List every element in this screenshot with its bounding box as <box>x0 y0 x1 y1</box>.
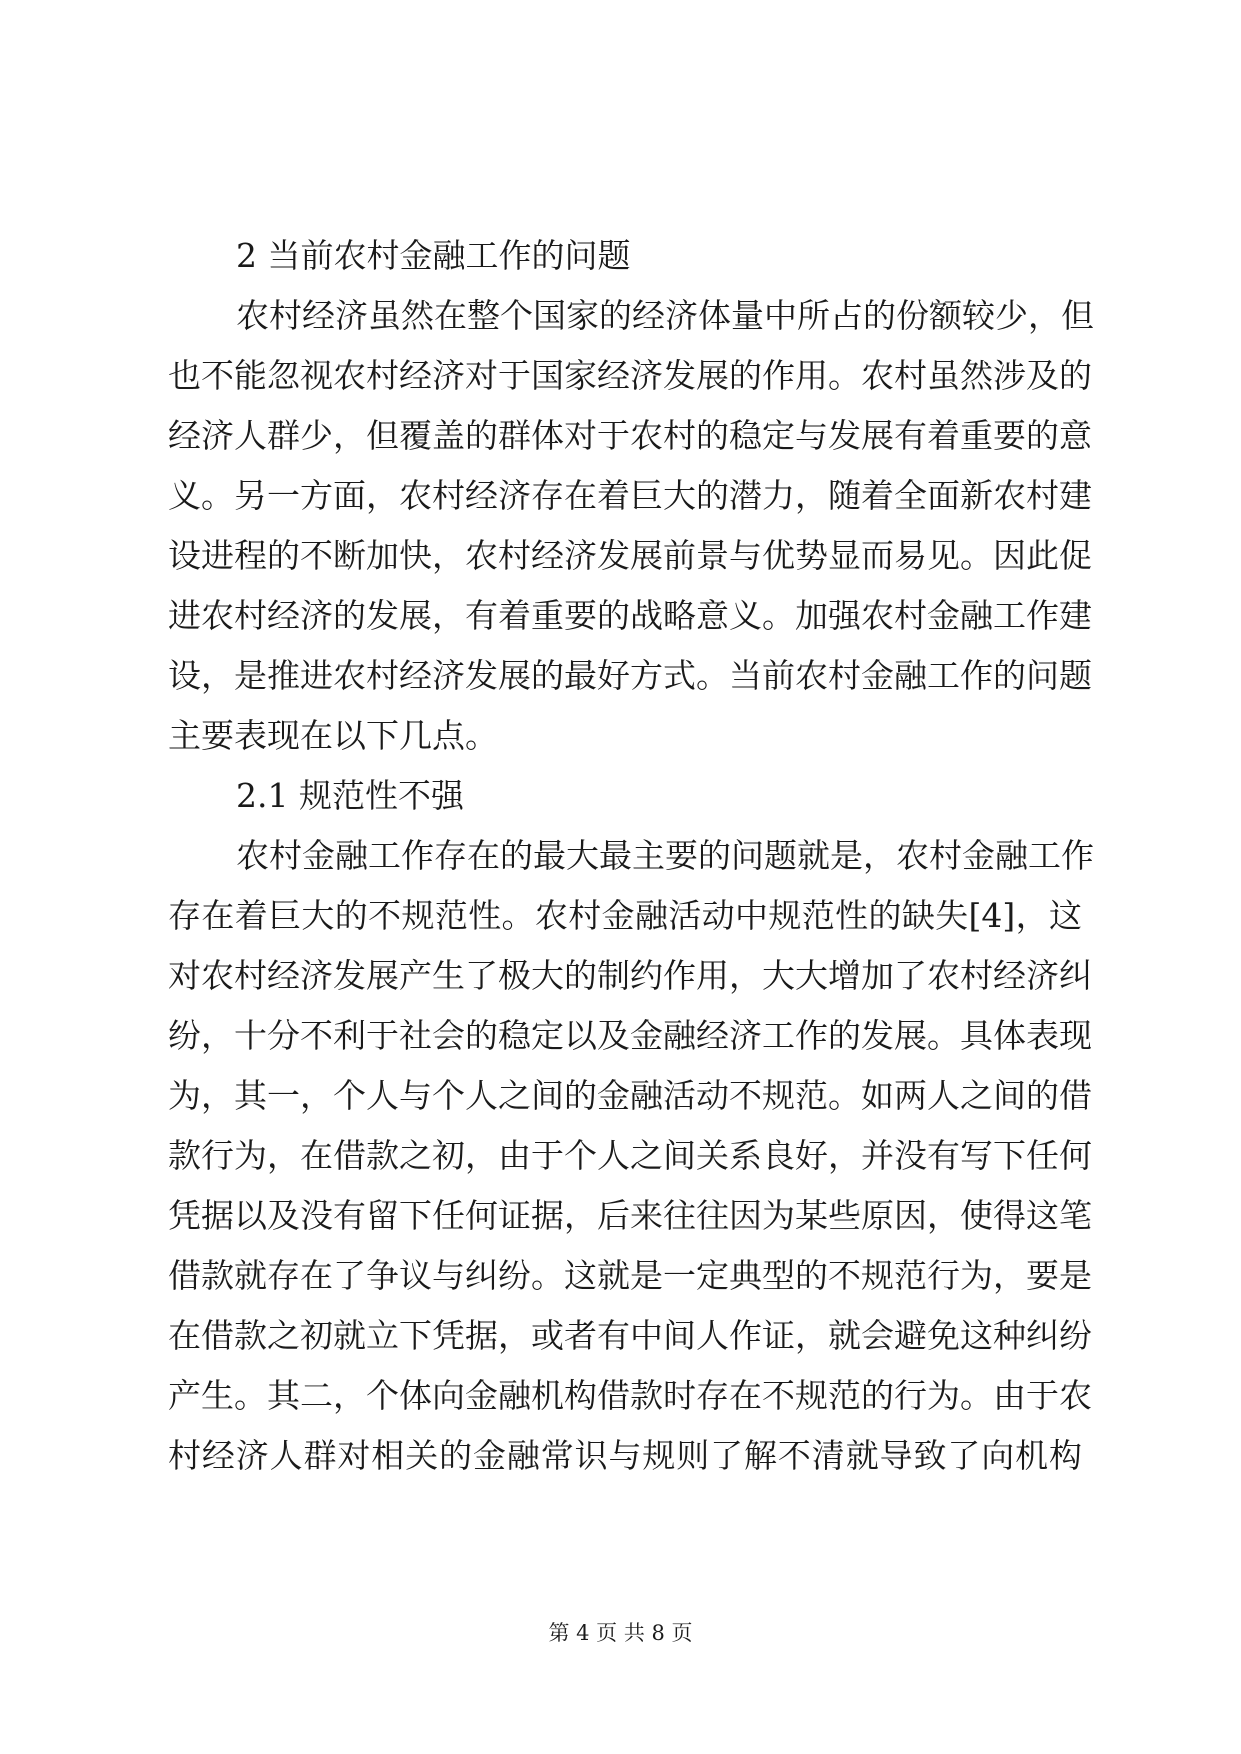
paragraph-line: 存在着巨大的不规范性。农村金融活动中规范性的缺失[4]，这 <box>168 896 1082 935</box>
paragraph-line: 经济人群少，但覆盖的群体对于农村的稳定与发展有着重要的意 <box>168 416 1092 455</box>
paragraph-line: 也不能忽视农村经济对于国家经济发展的作用。农村虽然涉及的 <box>168 356 1092 395</box>
paragraph-line: 村经济人群对相关的金融常识与规则了解不清就导致了向机构 <box>168 1436 1082 1475</box>
paragraph-line: 纷，十分不利于社会的稳定以及金融经济工作的发展。具体表现 <box>168 1016 1092 1055</box>
paragraph-line: 为，其一，个人与个人之间的金融活动不规范。如两人之间的借 <box>168 1076 1092 1115</box>
paragraph-line: 进农村经济的发展，有着重要的战略意义。加强农村金融工作建 <box>168 596 1092 635</box>
paragraph-line: 设进程的不断加快，农村经济发展前景与优势显而易见。因此促 <box>168 536 1092 575</box>
paragraph-line: 主要表现在以下几点。 <box>168 716 498 755</box>
section-heading-2: 2 当前农村金融工作的问题 <box>236 236 631 275</box>
paragraph-line: 产生。其二，个体向金融机构借款时存在不规范的行为。由于农 <box>168 1376 1092 1415</box>
paragraph-line: 义。另一方面，农村经济存在着巨大的潜力，随着全面新农村建 <box>168 476 1092 515</box>
section-heading-2-1: 2.1 规范性不强 <box>236 776 464 815</box>
paragraph-line: 农村经济虽然在整个国家的经济体量中所占的份额较少，但 <box>236 296 1094 335</box>
paragraph-line: 设，是推进农村经济发展的最好方式。当前农村金融工作的问题 <box>168 656 1092 695</box>
paragraph-line: 凭据以及没有留下任何证据，后来往往因为某些原因，使得这笔 <box>168 1196 1092 1235</box>
paragraph-line: 在借款之初就立下凭据，或者有中间人作证，就会避免这种纠纷 <box>168 1316 1092 1355</box>
page-number-footer: 第 4 页 共 8 页 <box>548 1621 693 1645</box>
paragraph-line: 农村金融工作存在的最大最主要的问题就是，农村金融工作 <box>236 836 1094 875</box>
paragraph-line: 对农村经济发展产生了极大的制约作用，大大增加了农村经济纠 <box>168 956 1092 995</box>
paragraph-line: 借款就存在了争议与纠纷。这就是一定典型的不规范行为，要是 <box>168 1256 1092 1295</box>
paragraph-line: 款行为，在借款之初，由于个人之间关系良好，并没有写下任何 <box>168 1136 1092 1175</box>
